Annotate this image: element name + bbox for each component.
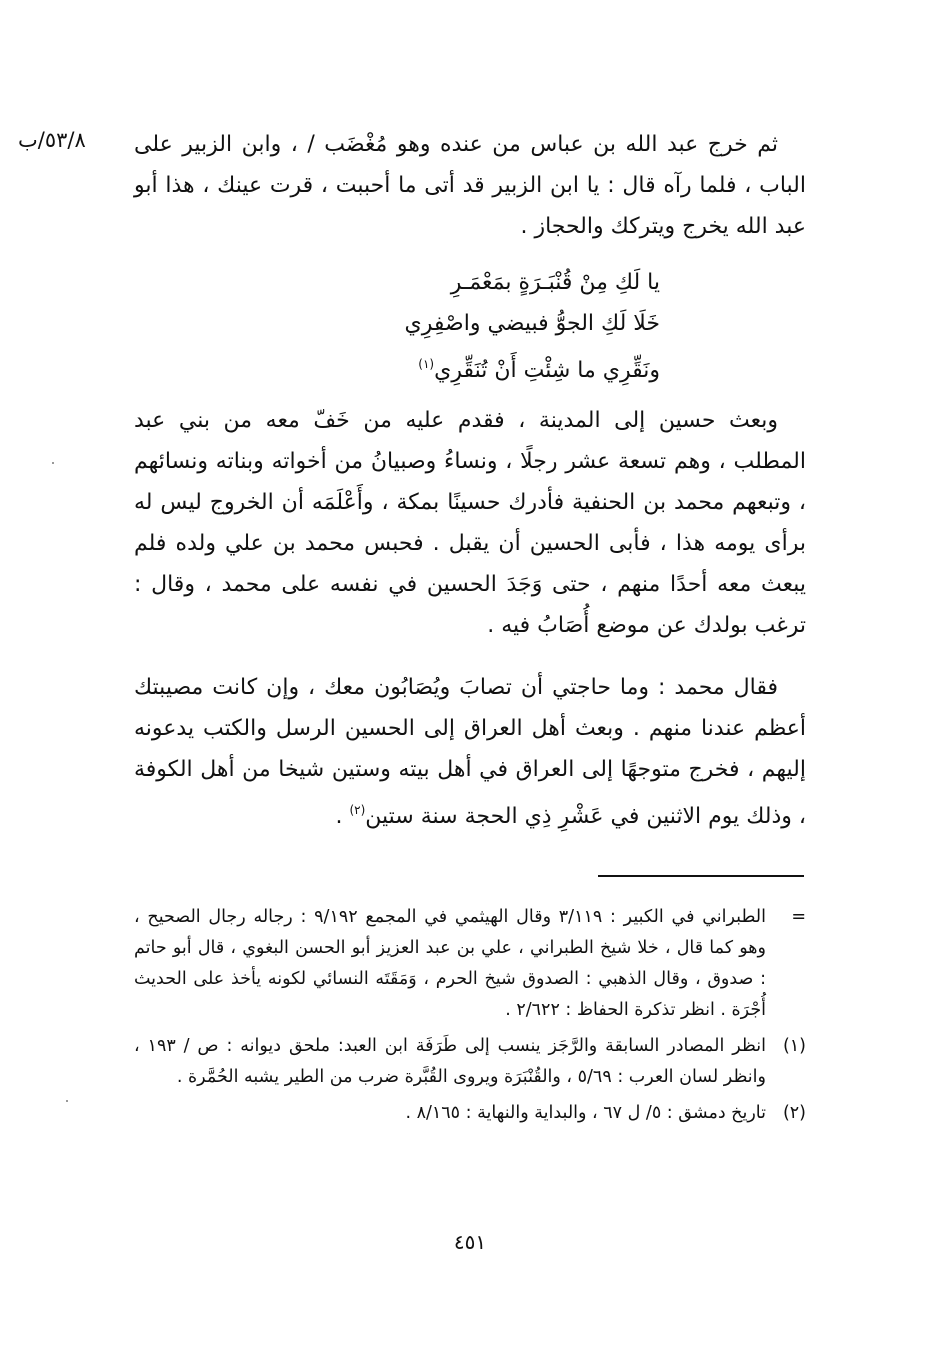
footnote-separator bbox=[598, 875, 804, 877]
footnote-text: تاريخ دمشق : ٥/ ل ٦٧ ، والبداية والنهاية : ٨/١٦٥ . bbox=[405, 1103, 766, 1123]
footnote-2 bbox=[134, 1098, 806, 1129]
verse-line-3 bbox=[300, 344, 660, 391]
paragraph-1-text: ثم خرج عبد الله بن عباس من عنده وهو مُغْضَب / ، وابن الزبير على الباب ، فلما رآه قال : يا ابن الزبير قد أتى ما أحببت ، قرت عينك ، هذا أبو عبد الله يخرج ويتركك والحجاز . bbox=[134, 132, 806, 239]
scan-speck bbox=[52, 462, 54, 464]
footnote-1 bbox=[134, 1031, 806, 1093]
verse-line-1: يا لَكِ مِنْ قُنْبَـرَةٍ بمَعْمَـرِ bbox=[450, 270, 660, 295]
paragraph-3-wrap bbox=[134, 667, 806, 837]
verse-line-2: خَلَا لَكِ الجوُّ فبيضي واصْفِرِي bbox=[404, 311, 660, 336]
footnote-text: الطبراني في الكبير : ٣/١١٩ وقال الهيثمي في المجمع ٩/١٩٢ : رجاله رجال الصحيح ، وهو كما قال ، خلا شيخ الطبراني ، علي بن عبد العزيز أبو الحسن البغوي ، قال أبو حاتم : صدوق ، وقال الذهبي : الصدوق شيخ الحرم ، وَمَقَتَه النسائي لكونه يأخذ على الحديث أُجْرَة . انظر تذكرة الحفاظ : ٢/٦٢٢ . bbox=[134, 907, 766, 1020]
footnotes bbox=[134, 902, 806, 1134]
paragraph-3 bbox=[134, 667, 806, 837]
margin-reference: ٥٣/٨/ب bbox=[18, 128, 86, 152]
verse-line-3-text: ونَقِّرِي ما شِئْتِ أَنْ تُنَقِّرِي bbox=[434, 358, 660, 383]
footnote-continued bbox=[134, 902, 806, 1026]
footnote-ref-2: (٢) bbox=[349, 803, 366, 817]
scan-speck bbox=[66, 1100, 68, 1102]
paragraph-2 bbox=[134, 400, 806, 646]
footnote-marker: = bbox=[791, 907, 806, 927]
paragraph-2-text: وبعث حسين إلى المدينة ، فقدم عليه من خَفّ معه من بني عبد المطلب ، وهم تسعة عشر رجلًا ، ونساءُ وصبيانُ من أخواته وبناته ونسائهم ، وتبعهم محمد بن الحنفية فأدرك حسينًا بمكة ، وأَعْلَمَه أن الخروج ليس له برأى يومه هذا ، فأبى الحسين أن يقبل . فحبس محمد بن علي ولده فلم يبعث معه أحدًا منهم ، حتى وَجَدَ الحسين في نفسه على محمد ، وقال : ترغب بولدك عن موضع أُصَابُ فيه . bbox=[134, 408, 806, 638]
footnote-ref-1: (١) bbox=[418, 357, 435, 371]
paragraph-1 bbox=[134, 124, 806, 247]
footnote-marker: (٢) bbox=[782, 1103, 806, 1123]
footnote-text: انظر المصادر السابقة والرَّجَز ينسب إلى طَرَفَة ابن العبد: ملحق ديوانه : ص / ١٩٣ ، وانظر لسان العرب : ٥/٦٩ ، والقُنْبَرَة ويروى القُبَّرة ضرب من الطير يشبه الحُمَّرة . bbox=[134, 1036, 766, 1087]
verse-block bbox=[300, 262, 660, 391]
paragraph-3-end: . bbox=[335, 804, 350, 829]
footnote-marker: (١) bbox=[782, 1036, 806, 1056]
page-number: ٤٥١ bbox=[453, 1230, 487, 1254]
paragraph-3-text: فقال محمد : وما حاجتي أن تصابَ ويُصَابُون معك ، وإن كانت مصيبتك أعظم عندنا منهم . وبعث أهل العراق إلى الحسين الرسل والكتب يدعونه إليهم ، فخرج متوجهًا إلى العراق في أهل بيته وستين شيخا من أهل الكوفة ، وذلك يوم الاثنين في عَشْرِ ذِي الحجة سنة ستين bbox=[134, 675, 806, 829]
